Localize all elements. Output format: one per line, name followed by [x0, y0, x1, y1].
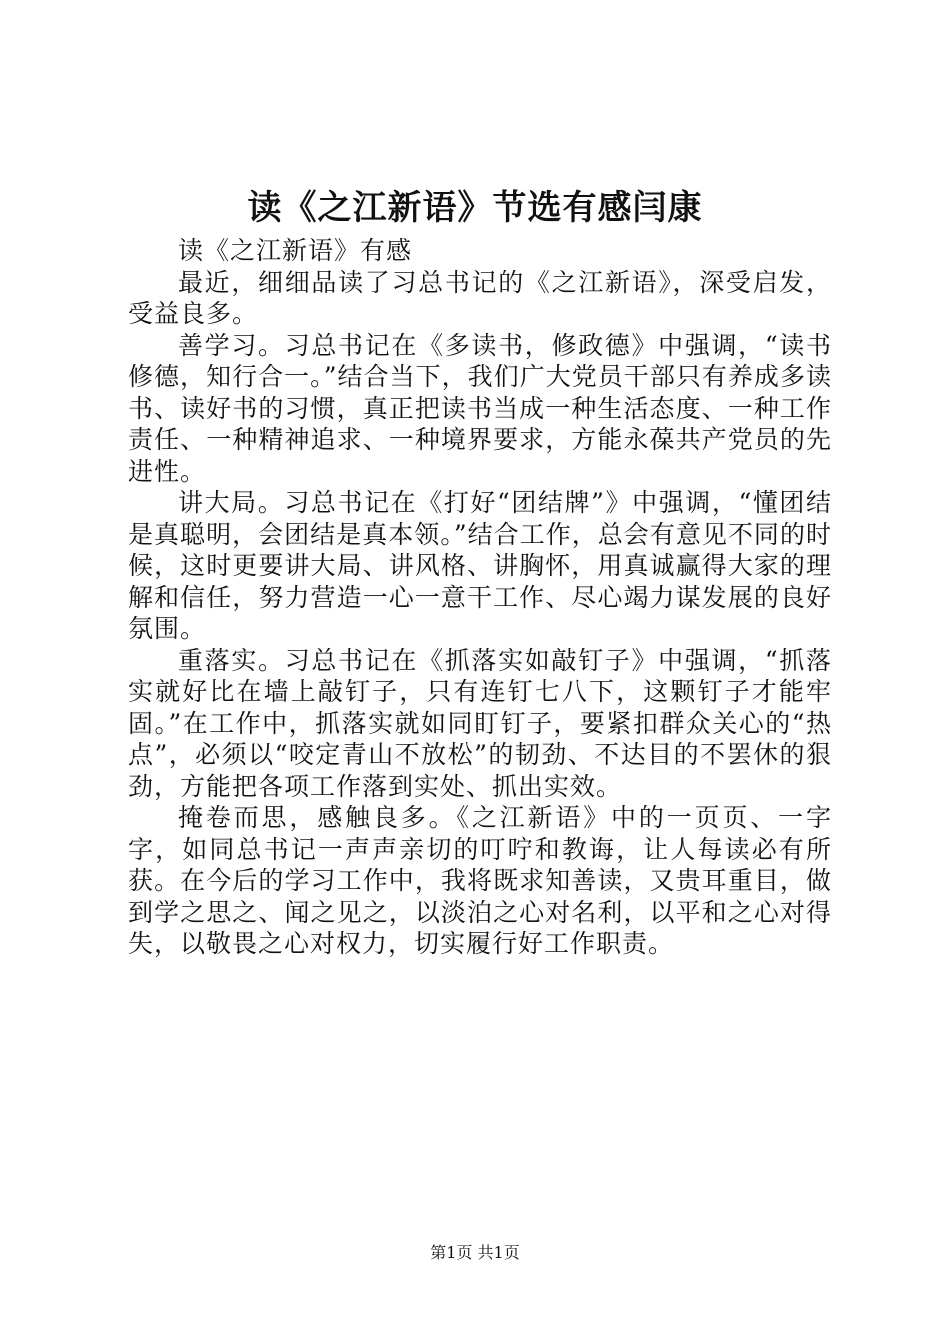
page-footer: 第1页 共1页 — [430, 1243, 520, 1262]
body-paragraph: 重落实。习总书记在《抓落实如敲钉子》中强调，“抓落实就好比在墙上敲钉子，只有连钉七八下，这颗钉子才能牢固。”在工作中，抓落实就如同盯钉子，要紧扣群众关心的“热点”，必须以“咬定青山不放松”的韧劲、不达目的不罢休的狠劲，方能把各项工作落到实处、抓出实效。 — [128, 645, 832, 801]
body-paragraph: 讲大局。习总书记在《打好“团结牌”》中强调，“懂团结是真聪明，会团结是真本领。”结合工作，总会有意见不同的时候，这时更要讲大局、讲风格、讲胸怀，用真诚赢得大家的理解和信任，努力营造一心一意干工作、尽心竭力谋发展的良好氛围。 — [128, 488, 832, 643]
body-paragraph: 最近，细细品读了习总书记的《之江新语》，深受启发，受益良多。 — [128, 267, 832, 328]
body-paragraph: 善学习。习总书记在《多读书，修政德》中强调，“读书修德，知行合一。”结合当下，我们广大党员干部只有养成多读书、读好书的习惯，真正把读书当成一种生活态度、一种工作责任、一种精神追求、一种境界要求，方能永葆共产党员的先进性。 — [128, 330, 832, 486]
document-body — [128, 235, 832, 960]
subtitle-paragraph: 读《之江新语》有感 — [178, 236, 413, 265]
document-title: 读《之江新语》节选有感闫康 — [247, 188, 703, 228]
body-paragraph: 掩卷而思，感触良多。《之江新语》中的一页页、一字字，如同总书记一声声亲切的叮咛和教诲，让人每读必有所获。在今后的学习工作中，我将既求知善读，又贵耳重目，做到学之思之、闻之见之，以淡泊之心对名利，以平和之心对得失，以敬畏之心对权力，切实履行好工作职责。 — [128, 803, 832, 958]
